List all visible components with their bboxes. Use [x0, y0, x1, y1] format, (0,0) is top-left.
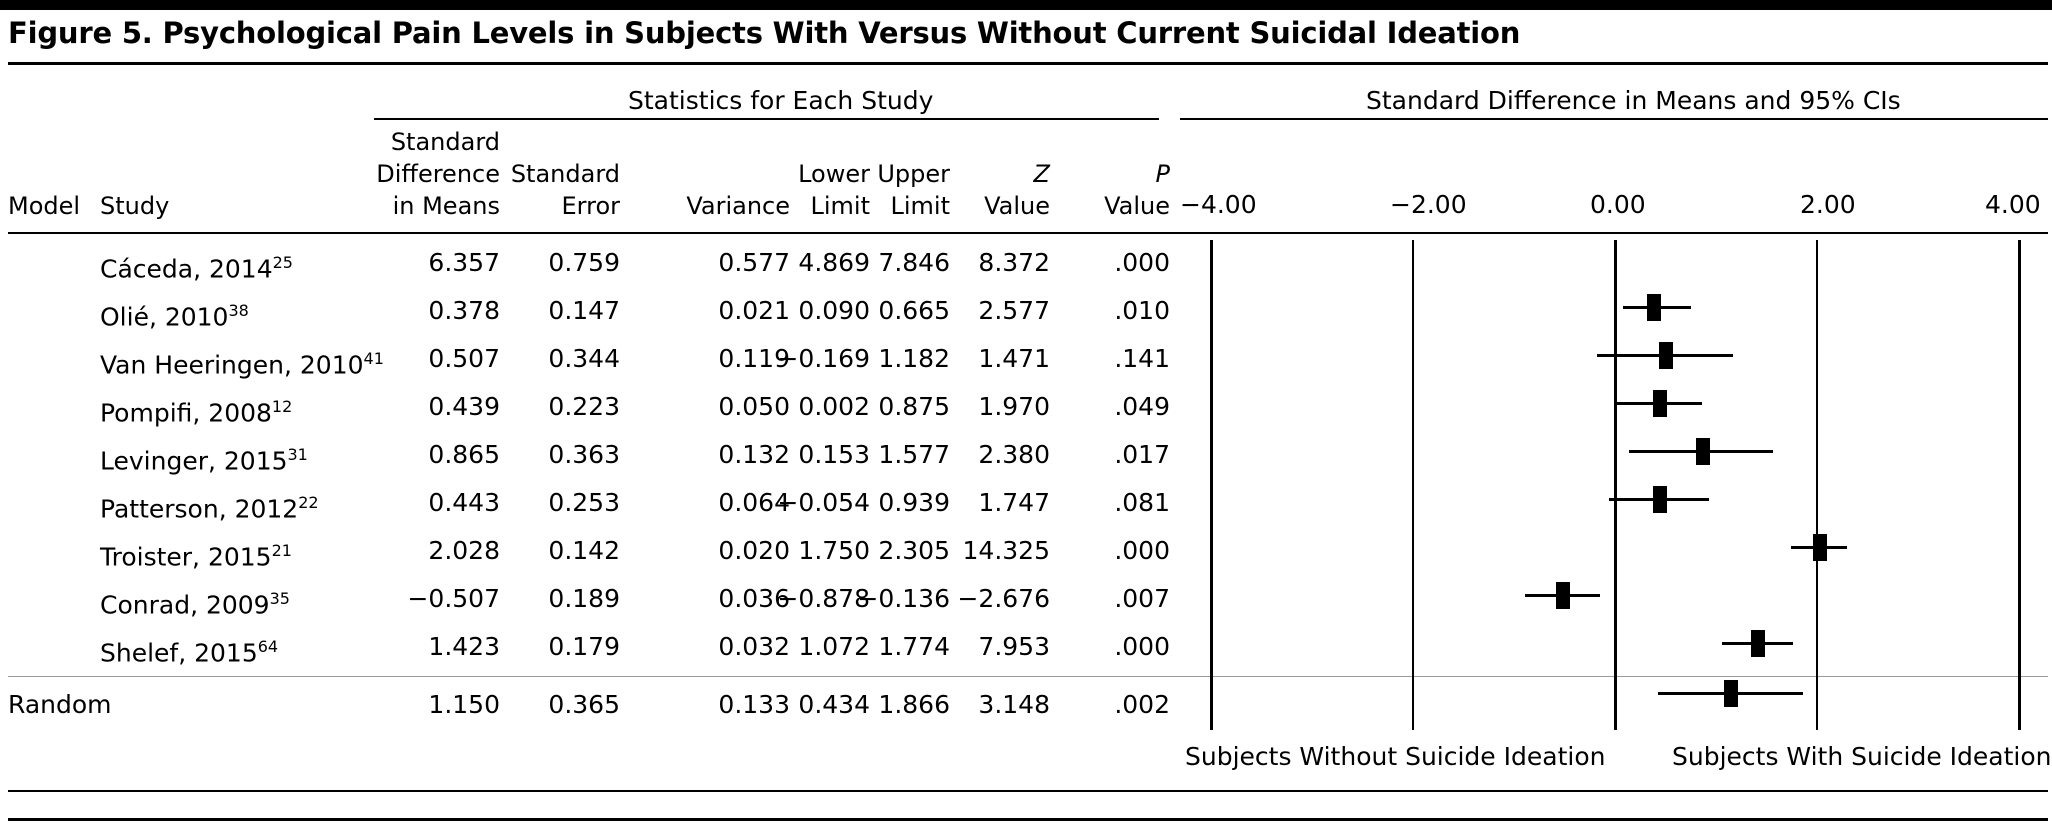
colheader-variance: Variance [686, 192, 790, 220]
point-marker-3 [1653, 390, 1667, 417]
row-p-5: .081 [1114, 488, 1170, 517]
axis-tick-minus2: −2.00 [1390, 190, 1467, 219]
row-upper-0: 7.846 [878, 248, 950, 277]
point-marker-summary [1724, 680, 1738, 707]
row-study-8: Shelef, 2015$^{64}$ [100, 637, 279, 668]
row-study-1: Olié, 2010$^{38}$ [100, 301, 249, 332]
summary-lower: 0.434 [798, 690, 870, 719]
summary-p: .002 [1114, 690, 1170, 719]
row-se-8: 0.179 [548, 632, 620, 661]
bottom-divider-1 [8, 790, 2048, 792]
row-study-6: Troister, 2015$^{21}$ [100, 541, 292, 572]
row-lower-4: 0.153 [798, 440, 870, 469]
row-var-3: 0.050 [718, 392, 790, 421]
row-upper-8: 1.774 [878, 632, 950, 661]
row-var-6: 0.020 [718, 536, 790, 565]
row-upper-7: −0.136 [857, 584, 950, 613]
axis-tick-zero: 0.00 [1590, 190, 1646, 219]
title-divider [8, 62, 2048, 65]
row-lower-2: −0.169 [777, 344, 870, 373]
row-var-8: 0.032 [718, 632, 790, 661]
footer-label-right: Subjects With Suicide Ideation [1672, 742, 2052, 771]
row-var-1: 0.021 [718, 296, 790, 325]
point-marker-1 [1647, 294, 1661, 321]
row-se-7: 0.189 [548, 584, 620, 613]
forest-plot [1180, 240, 2048, 730]
row-se-5: 0.253 [548, 488, 620, 517]
row-upper-5: 0.939 [878, 488, 950, 517]
summary-smd: 1.150 [428, 690, 500, 719]
colheader-upper-line1: Upper [877, 160, 950, 188]
row-lower-3: 0.002 [798, 392, 870, 421]
row-p-4: .017 [1114, 440, 1170, 469]
group-header-statistics: Statistics for Each Study [628, 86, 934, 115]
row-study-0: Cáceda, 2014$^{25}$ [100, 253, 293, 284]
row-study-3: Pompifi, 2008$^{12}$ [100, 397, 293, 428]
point-marker-2 [1659, 342, 1673, 369]
axis-line-minus4 [1210, 240, 1213, 730]
row-lower-0: 4.869 [798, 248, 870, 277]
group-rule-statistics [374, 118, 1159, 120]
row-upper-1: 0.665 [878, 296, 950, 325]
row-z-5: 1.747 [978, 488, 1050, 517]
row-lower-5: −0.054 [777, 488, 870, 517]
row-z-2: 1.471 [978, 344, 1050, 373]
row-z-7: −2.676 [957, 584, 1050, 613]
row-smd-7: −0.507 [407, 584, 500, 613]
header-divider [8, 232, 2048, 234]
row-lower-7: −0.878 [777, 584, 870, 613]
row-study-2: Van Heeringen, 2010$^{41}$ [100, 349, 384, 380]
colheader-upper-line2: Limit [890, 192, 950, 220]
row-smd-4: 0.865 [428, 440, 500, 469]
row-se-6: 0.142 [548, 536, 620, 565]
row-z-6: 14.325 [962, 536, 1050, 565]
row-z-4: 2.380 [978, 440, 1050, 469]
figure-title: Figure 5. Psychological Pain Levels in Subjects With Versus Without Current Suicidal Ideation [8, 16, 1521, 50]
colheader-smd-line2: Difference [376, 160, 500, 188]
axis-line-plus2 [1816, 240, 1818, 730]
point-marker-4 [1696, 438, 1710, 465]
colheader-z-line1: Z [1033, 160, 1050, 188]
group-rule-forest [1180, 118, 2048, 120]
point-marker-6 [1813, 534, 1827, 561]
row-smd-8: 1.423 [428, 632, 500, 661]
row-upper-6: 2.305 [878, 536, 950, 565]
row-lower-1: 0.090 [798, 296, 870, 325]
row-study-5: Patterson, 2012$^{22}$ [100, 493, 319, 524]
colheader-p-line2: Value [1104, 192, 1170, 220]
row-p-8: .000 [1114, 632, 1170, 661]
row-z-0: 8.372 [978, 248, 1050, 277]
row-var-2: 0.119 [718, 344, 790, 373]
row-study-7: Conrad, 2009$^{35}$ [100, 589, 290, 620]
row-p-7: .007 [1114, 584, 1170, 613]
colheader-z-line2: Value [984, 192, 1050, 220]
row-upper-2: 1.182 [878, 344, 950, 373]
row-smd-5: 0.443 [428, 488, 500, 517]
row-var-5: 0.064 [718, 488, 790, 517]
row-lower-6: 1.750 [798, 536, 870, 565]
row-p-0: .000 [1114, 248, 1170, 277]
colheader-se-line2: Error [561, 192, 620, 220]
footer-label-left: Subjects Without Suicide Ideation [1185, 742, 1606, 771]
row-se-1: 0.147 [548, 296, 620, 325]
row-smd-0: 6.357 [428, 248, 500, 277]
colheader-lower-line2: Limit [810, 192, 870, 220]
row-p-1: .010 [1114, 296, 1170, 325]
axis-line-minus2 [1412, 240, 1414, 730]
row-smd-2: 0.507 [428, 344, 500, 373]
row-p-2: .141 [1114, 344, 1170, 373]
top-black-bar [0, 0, 2052, 10]
row-var-4: 0.132 [718, 440, 790, 469]
axis-tick-plus4: 4.00 [1985, 190, 2041, 219]
bottom-divider-2 [8, 818, 2048, 821]
point-marker-8 [1751, 630, 1765, 657]
row-lower-8: 1.072 [798, 632, 870, 661]
row-z-1: 2.577 [978, 296, 1050, 325]
row-smd-6: 2.028 [428, 536, 500, 565]
group-header-forest: Standard Difference in Means and 95% CIs [1366, 86, 1901, 115]
colheader-se-line1: Standard [510, 160, 620, 188]
row-var-0: 0.577 [718, 248, 790, 277]
row-upper-3: 0.875 [878, 392, 950, 421]
row-p-6: .000 [1114, 536, 1170, 565]
colheader-model: Model [8, 192, 81, 220]
row-upper-4: 1.577 [878, 440, 950, 469]
colheader-smd-line3: in Means [392, 192, 500, 220]
axis-line-plus4 [2018, 240, 2021, 730]
row-smd-1: 0.378 [428, 296, 500, 325]
row-p-3: .049 [1114, 392, 1170, 421]
row-se-0: 0.759 [548, 248, 620, 277]
point-marker-5 [1653, 486, 1667, 513]
row-z-3: 1.970 [978, 392, 1050, 421]
summary-model-label: Random [8, 690, 112, 719]
row-var-7: 0.036 [718, 584, 790, 613]
axis-line-zero [1614, 240, 1617, 730]
summary-se: 0.365 [548, 690, 620, 719]
colheader-lower-line1: Lower [798, 160, 870, 188]
row-smd-3: 0.439 [428, 392, 500, 421]
summary-upper: 1.866 [878, 690, 950, 719]
colheader-study: Study [100, 192, 170, 220]
colheader-p-line1: P [1155, 160, 1170, 188]
point-marker-7 [1556, 582, 1570, 609]
row-se-3: 0.223 [548, 392, 620, 421]
row-z-8: 7.953 [978, 632, 1050, 661]
row-se-4: 0.363 [548, 440, 620, 469]
colheader-smd-line1: Standard [390, 128, 500, 156]
summary-z: 3.148 [978, 690, 1050, 719]
row-se-2: 0.344 [548, 344, 620, 373]
axis-tick-minus4: −4.00 [1180, 190, 1257, 219]
row-study-4: Levinger, 2015$^{31}$ [100, 445, 308, 476]
axis-tick-plus2: 2.00 [1800, 190, 1856, 219]
summary-var: 0.133 [718, 690, 790, 719]
